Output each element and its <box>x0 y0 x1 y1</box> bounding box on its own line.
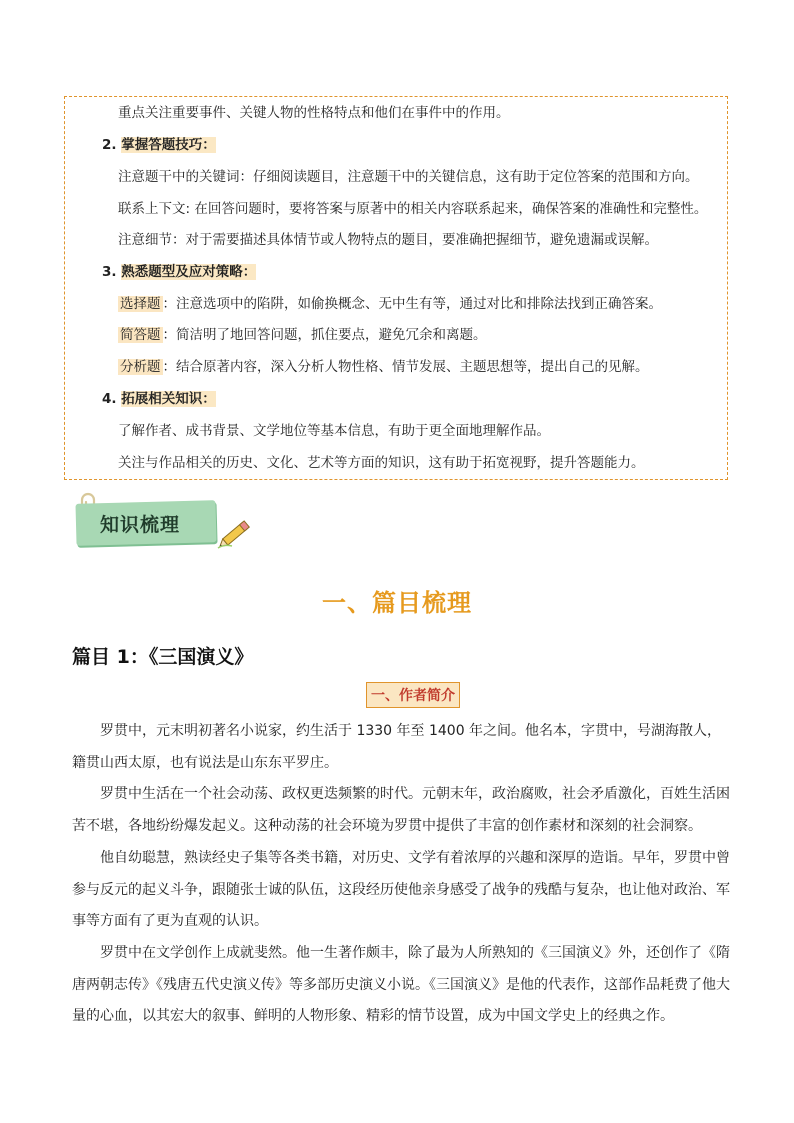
article-title: 篇目 1：《三国演义》 <box>72 646 254 668</box>
question-type-tag: 简答题 <box>120 327 161 343</box>
knowledge-banner <box>74 492 264 562</box>
tips-s2-line-2: 联系上下文: 在回答问题时，要将答案与原著中的相关内容联系起来，确保答案的准确性和完整性。 <box>118 201 708 217</box>
tips-s3-item-3 <box>118 358 649 376</box>
tips-s2-line-1: 注意题干中的关键词：仔细阅读题目，注意题干中的关键信息，这有助于定位答案的范围和方向。 <box>118 169 699 185</box>
tips-s3-item-2 <box>118 326 487 344</box>
question-type-text: ：注意选项中的陷阱，如偷换概念、无中生有等，通过对比和排除法找到正确答案。 <box>162 296 662 312</box>
tips-section-2-heading <box>102 136 216 154</box>
pencil-icon <box>214 514 258 552</box>
question-type-text: ：简洁明了地回答问题，抓住要点，避免冗余和离题。 <box>162 327 487 343</box>
tips-section-3-heading <box>102 263 256 281</box>
banner-label: 知识梳理 <box>100 514 181 536</box>
author-intro-heading: 一、作者简介 <box>366 682 460 708</box>
section-number: 3. <box>102 264 117 280</box>
tips-intro-line: 重点关注重要事件、关键人物的性格特点和他们在事件中的作用。 <box>118 105 510 121</box>
paragraph-3: 他自幼聪慧，熟读经史子集等各类书籍，对历史、文学有着浓厚的兴趣和深厚的造诣。早年，罗贯中曾参与反元的起义斗争，跟随张士诚的队伍，这段经历使他亲身感受了战争的残酷与复杂，也让他对政治、军事等方面有了更为直观的认识。 <box>72 850 730 930</box>
paragraph-2: 罗贯中生活在一个社会动荡、政权更迭频繁的时代。元朝末年，政治腐败，社会矛盾激化，百姓生活困苦不堪，各地纷纷爆发起义。这种动荡的社会环境为罗贯中提供了丰富的创作素材和深刻的社会洞察。 <box>72 786 730 834</box>
section-number: 2. <box>102 137 117 153</box>
main-title: 一、篇目梳理 <box>322 589 472 617</box>
section-number: 4. <box>102 391 117 407</box>
paragraph-1: 罗贯中，元末明初著名小说家，约生活于 1330 年至 1400 年之间。他名本，字贯中，号湖海散人，籍贯山西太原，也有说法是山东东平罗庄。 <box>72 723 722 771</box>
question-type-text: ：结合原著内容，深入分析人物性格、情节发展、主题思想等，提出自己的见解。 <box>162 359 649 375</box>
tips-s2-line-3: 注意细节：对于需要描述具体情节或人物特点的题目，要准确把握细节，避免遗漏或误解。 <box>118 232 658 248</box>
tips-s4-line-2: 关注与作品相关的历史、文化、艺术等方面的知识，这有助于拓宽视野，提升答题能力。 <box>118 455 645 471</box>
section-title: 熟悉题型及应对策略： <box>121 264 257 280</box>
paragraph-4: 罗贯中在文学创作上成就斐然。他一生著作颇丰，除了最为人所熟知的《三国演义》外，还创作了《隋唐两朝志传》《残唐五代史演义传》等多部历史演义小说。《三国演义》是他的代表作，这部作品耗费了他大量的心血，以其宏大的叙事、鲜明的人物形象、精彩的情节设置，成为中国文学史上的经典之作。 <box>72 945 730 1025</box>
tips-s4-line-1: 了解作者、成书背景、文学地位等基本信息，有助于更全面地理解作品。 <box>118 423 550 439</box>
section-title: 掌握答题技巧： <box>121 137 216 153</box>
question-type-tag: 选择题 <box>120 296 161 312</box>
tips-section-4-heading <box>102 390 216 408</box>
section-title: 拓展相关知识： <box>121 391 216 407</box>
question-type-tag: 分析题 <box>120 359 161 375</box>
tips-s3-item-1 <box>118 295 662 313</box>
